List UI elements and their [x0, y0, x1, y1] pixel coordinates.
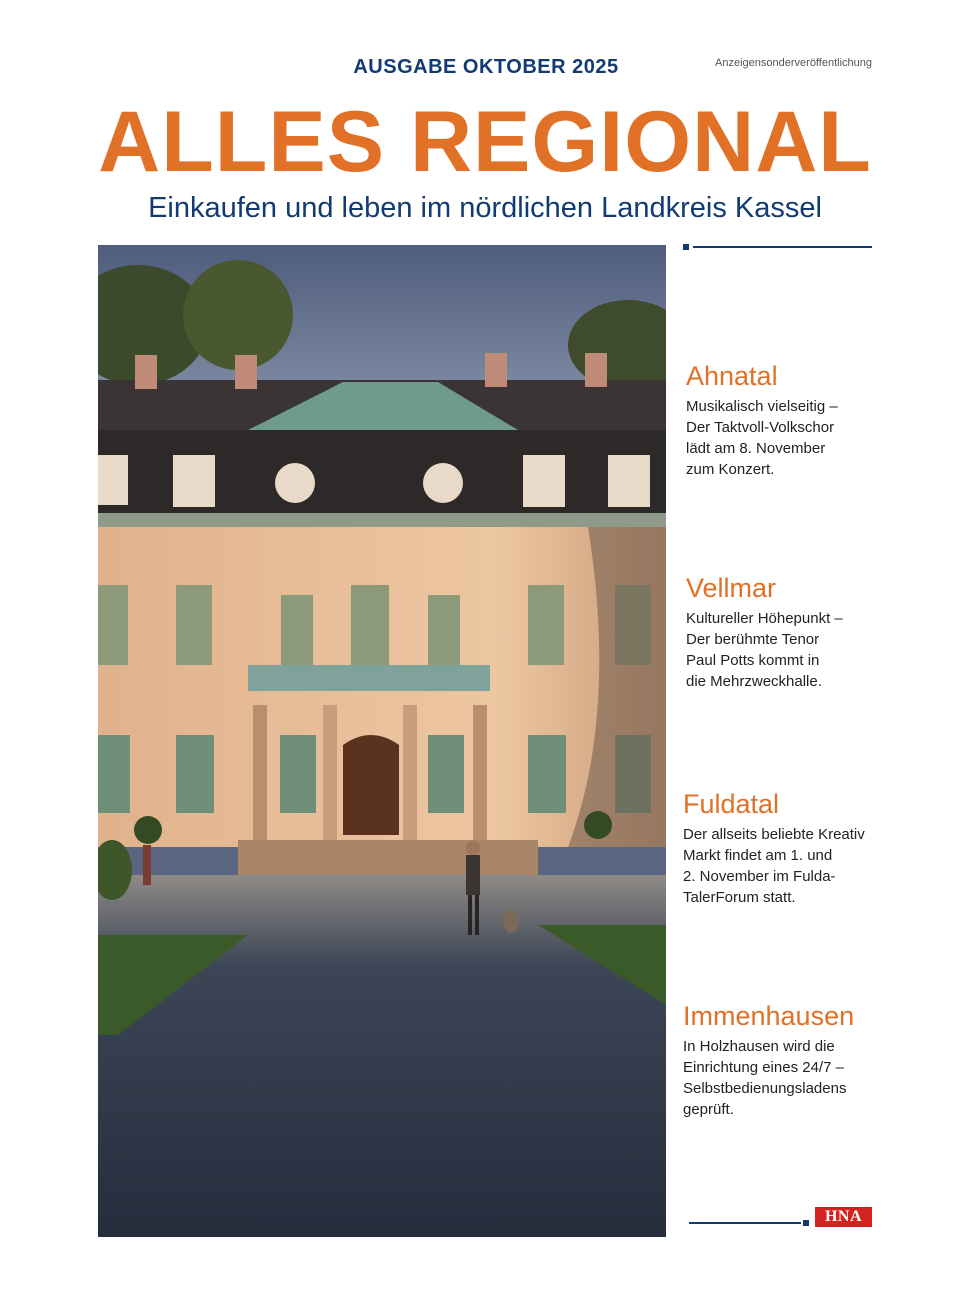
article-teaser: Musikalisch vielseitig – Der Taktvoll-Volkschor lädt am 8. November zum Konzert. [686, 398, 838, 478]
article-title: Vellmar [686, 573, 777, 603]
article-title: Fuldatal [683, 789, 780, 819]
cover-photo-palace [98, 245, 666, 1237]
article-fuldatal[interactable] [683, 788, 883, 908]
masthead-subtitle: Einkaufen und leben im nördlichen Landkreis Kassel [148, 192, 822, 224]
article-title: Immenhausen [683, 1001, 855, 1031]
article-immenhausen[interactable] [683, 1000, 883, 1120]
edition-label: AUSGABE OKTOBER 2025 [353, 56, 619, 78]
masthead-title: ALLES REGIONAL [98, 94, 872, 190]
article-teaser: In Holzhausen wird die Einrichtung eines 24/7 – Selbstbedienungsladens geprüft. [683, 1038, 847, 1118]
hna-logo: HNA [815, 1207, 872, 1227]
article-teaser: Der allseits beliebte Kreativ Markt findet am 1. und 2. November im Fulda- TalerForum statt. [683, 826, 865, 906]
article-ahnatal[interactable] [686, 360, 886, 480]
article-teaser: Kultureller Höhepunkt – Der berühmte Tenor Paul Potts kommt in die Mehrzweckhalle. [686, 610, 843, 690]
article-vellmar[interactable] [686, 572, 886, 692]
ad-notice: Anzeigensonderveröffentlichung [715, 57, 872, 69]
top-decor-rule [683, 244, 872, 252]
article-title: Ahnatal [686, 361, 778, 391]
bottom-decor-rule [689, 1220, 807, 1226]
